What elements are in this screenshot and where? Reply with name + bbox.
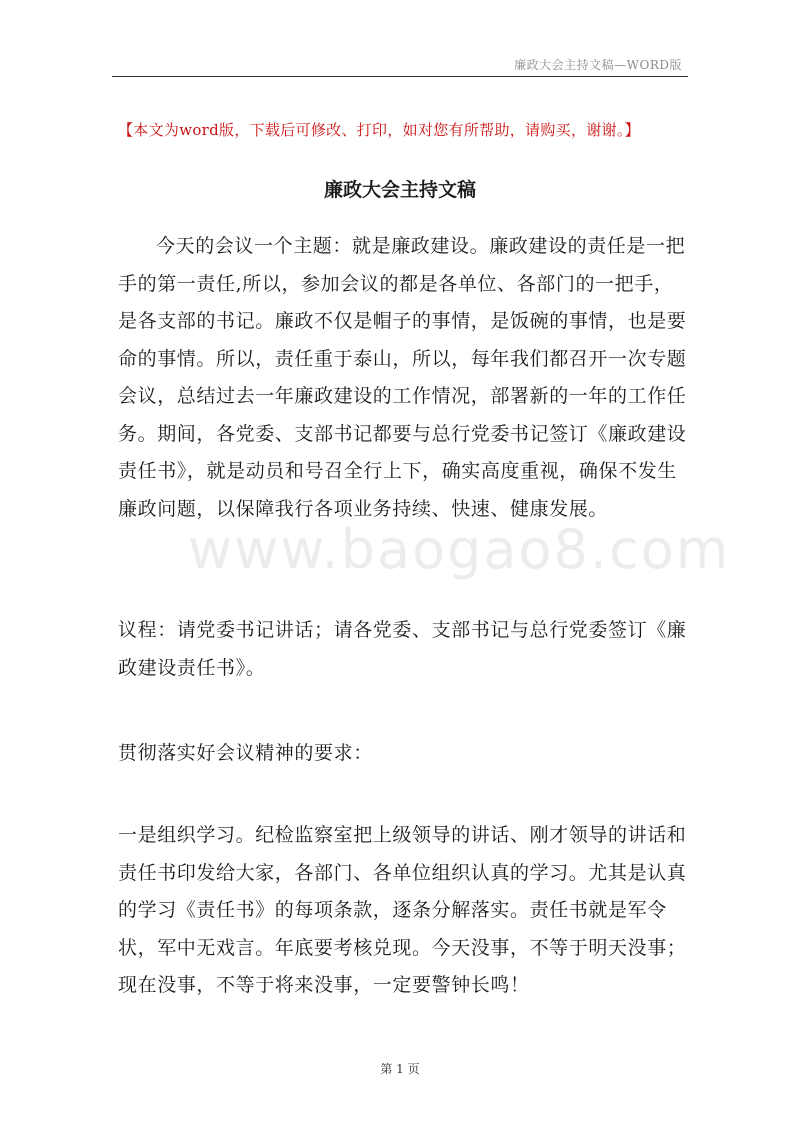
paragraph-requirements-heading: 贯彻落实好会议精神的要求： xyxy=(118,742,373,764)
download-notice: 【本文为word版，下载后可修改、打印，如对您有所帮助，请购买，谢谢。】 xyxy=(118,121,640,139)
paragraph-intro: 今天的会议一个主题：就是廉政建设。廉政建设的责任是一把手的第一责任,所以，参加会议的都是各单位、各部门的一把手，是各支部的书记。廉政不仅是帽子的事情，是饭碗的事情，也是要命的事情。所以，责任重于泰山，所以，每年我们都召开一次专题会议，总结过去一年廉政建设的工作情况，部署新的一年的工作任务。期间，各党委、支部书记都要与总行党委书记签订《廉政建设责任书》，就是动员和号召全行上下，确实高度重视，确保不发生廉政问题，以保障我行各项业务持续、快速、健康发展。 xyxy=(118,235,687,520)
header-divider xyxy=(112,76,688,77)
watermark: www.baogao8.com xyxy=(188,518,731,581)
paragraph-agenda: 议程：请党委书记讲话；请各党委、支部书记与总行党委签订《廉政建设责任书》。 xyxy=(118,619,687,679)
page-number: 第 1 页 xyxy=(380,1062,420,1076)
document-title: 廉政大会主持文稿 xyxy=(323,179,476,201)
paragraph-study: 一是组织学习。纪检监察室把上级领导的讲话、刚才领导的讲话和责任书印发给大家，各部门、各单位组织认真的学习。尤其是认真的学习《责任书》的每项条款，逐条分解落实。责任书就是军令状，军中无戏言。年底要考核兑现。今天没事，不等于明天没事；现在没事，不等于将来没事，一定要警钟长鸣！ xyxy=(118,824,687,996)
running-header: 廉政大会主持文稿—WORD版 xyxy=(514,58,682,72)
